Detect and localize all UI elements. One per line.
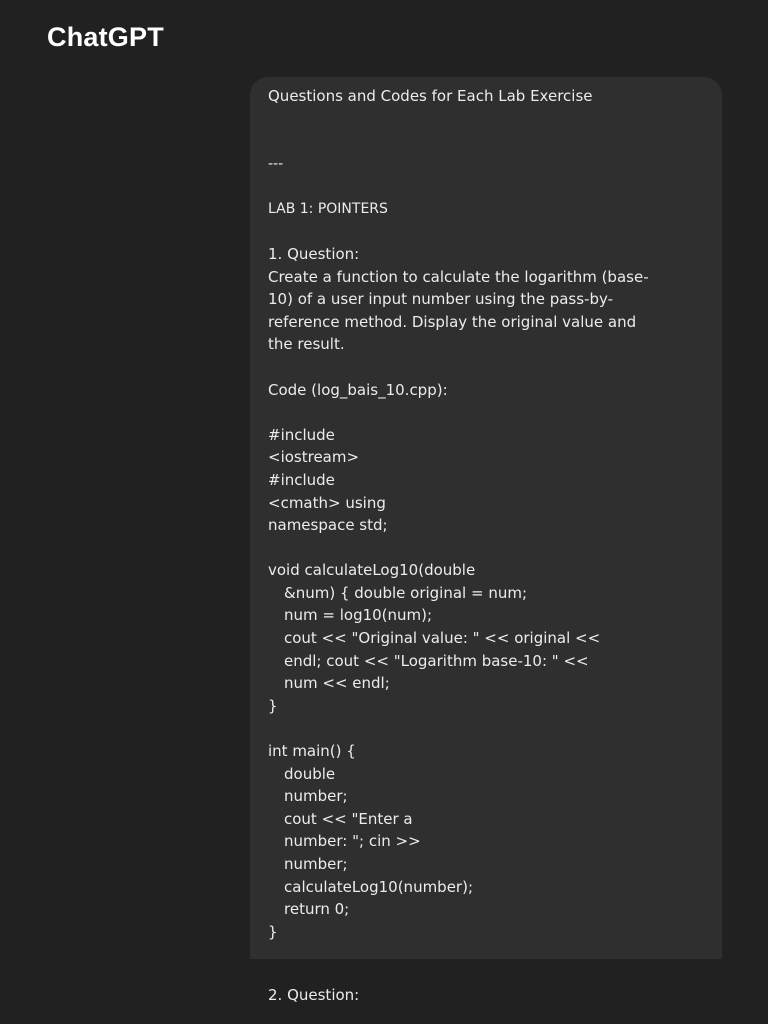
code-line: number; — [284, 855, 348, 873]
message-heading: Questions and Codes for Each Lab Exercise — [268, 87, 593, 105]
code-line: number: "; cin >> — [284, 832, 421, 851]
code-line: } — [268, 696, 278, 715]
code-line: endl; cout << "Logarithm base-10: " << — [284, 651, 589, 670]
code-line: namespace std; — [268, 516, 388, 535]
question-1-label: 1. Question: — [268, 244, 360, 263]
question-1-text: Create a function to calculate the logarithm (base- — [268, 267, 649, 286]
code-line: num << endl; — [284, 674, 390, 693]
code-line: cout << "Enter a — [284, 809, 413, 828]
code-line: cout << "Original value: " << original << — [284, 629, 601, 648]
lab-title: LAB 1: POINTERS — [268, 200, 388, 217]
code-line: double — [284, 764, 336, 783]
question-2-label: 2. Question: — [268, 986, 360, 1004]
code-line: void calculateLog10(double — [268, 561, 476, 580]
separator: --- — [268, 155, 284, 172]
question-1-text: reference method. Display the original value and — [268, 312, 637, 331]
code-line: return 0; — [284, 900, 350, 919]
code-line: num = log10(num); — [284, 606, 433, 625]
code-line: &num) { double original = num; — [284, 583, 527, 602]
question-1-text: 10) of a user input number using the pass-by- — [268, 290, 614, 309]
user-message-bubble — [250, 77, 722, 959]
app-title: ChatGPT — [47, 22, 164, 52]
code-line: #include — [268, 470, 335, 489]
code-line: <iostream> — [268, 448, 360, 467]
code-line: } — [268, 922, 278, 941]
code-label: Code (log_bais_10.cpp): — [268, 380, 448, 399]
code-line: number; — [284, 787, 348, 806]
code-line: <cmath> using — [268, 493, 386, 512]
code-line: int main() { — [268, 742, 356, 761]
code-line: calculateLog10(number); — [284, 877, 474, 896]
code-line: #include — [268, 425, 335, 444]
question-1-text: the result. — [268, 335, 345, 354]
